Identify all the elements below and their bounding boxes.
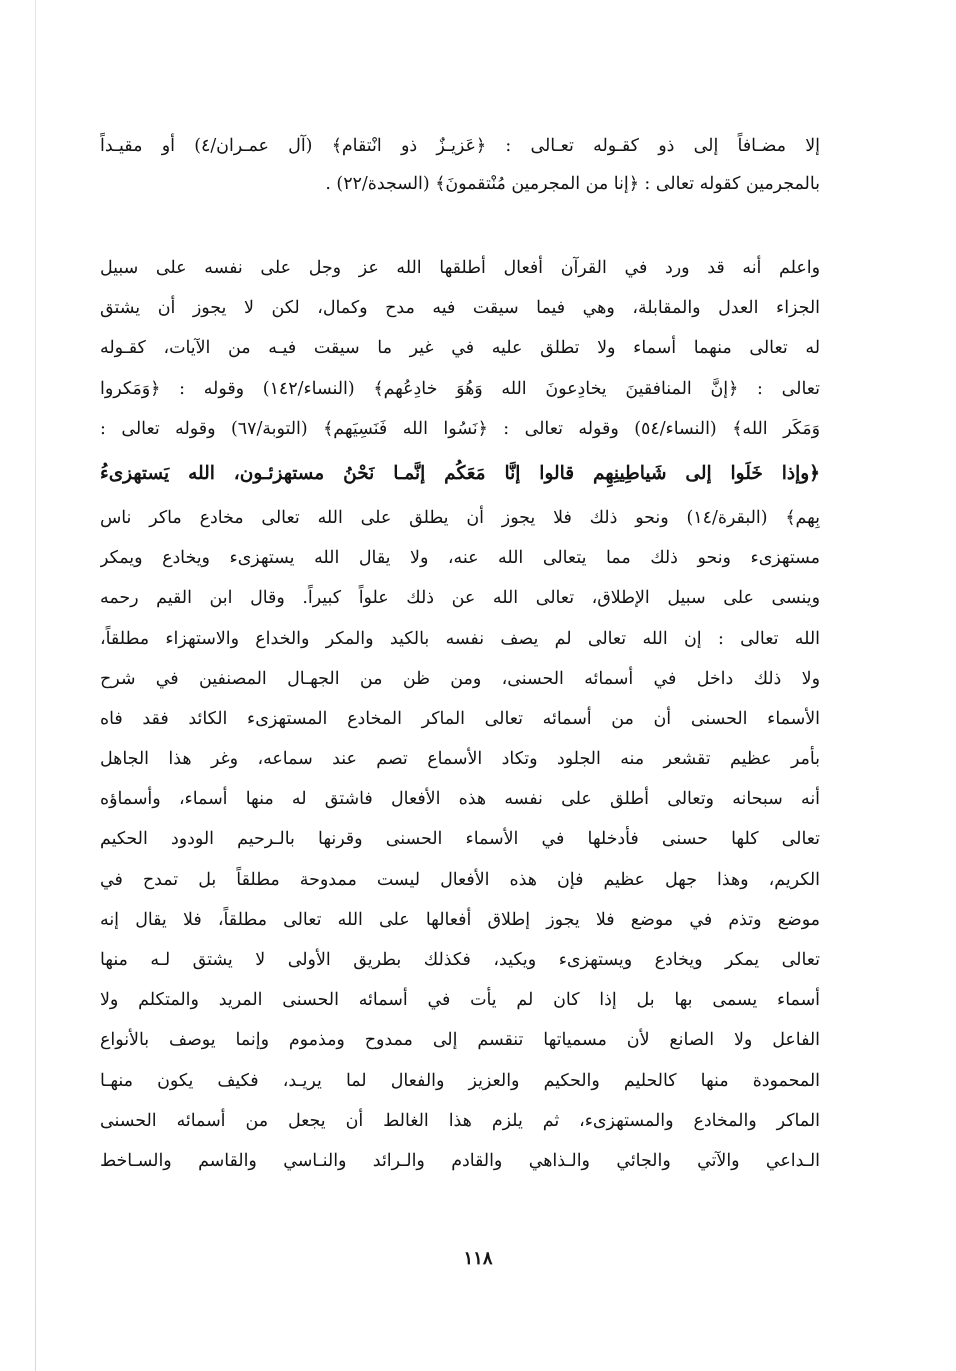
paragraph-2 (100, 248, 820, 1181)
text-line: إلا مضـافاً إلى ذو كقـوله تعـالى : ﴿عَزيـزٌ ذو انْتقام﴾ (آل عمـران/٤) أو مقيـداً (100, 136, 820, 156)
text-line: الماكر والمخادع والمستهزىء، ثم يلزم هذا الغالط أن يجعل من أسمائه الحسنى (100, 1110, 820, 1131)
page-number: ١١٨ (463, 1248, 493, 1269)
text-line: المحمودة منها كالحليم والحكيم والعزيز والفعال لما يريـد، فكيف يكون منهـا (100, 1070, 820, 1091)
text-line: بِهم﴾ (البقرة/١٤) ونحو ذلك فلا يجوز أن يطلق على الله تعالى مخادع ماكر ناس (100, 507, 820, 528)
text-line: مستهزىء ونحو ذلك مما يتعالى الله عنه، ولا يقال الله يستهزىء ويخادع ويمكر (100, 548, 820, 569)
text-line: ولا ذلك داخل في أسمائه الحسنى، ومن ظن من الجهـال المصنفين في شرح (100, 668, 820, 689)
text-line: واعلم أنه قد ورد في القرآن أفعال أطلقها الله عز وجل على نفسه على سبيل (100, 258, 820, 278)
text-line: أنه سبحانه وتعالى أطلق على نفسه هذه الأفعال فاشتق له منها أسماء، وأسماؤه (100, 789, 820, 810)
text-line: له تعالى منهما أسماء ولا تطلق عليه في غير ما سيقت فيـه من الآيات، كقـوله (100, 338, 820, 359)
text-line: الكريم، وهذا جهل عظيم فإن هذه الأفعال ليست ممدوحة مطلقاً بل تمدح في (100, 869, 820, 890)
text-line: الأسماء الحسنى أن من أسمائه تعالى الماكر المخادع المستهزىء الكائد فقد فاه (100, 708, 820, 729)
text-line: بالمجرمين كقوله تعالى : ﴿إنا من المجرمين مُنْتقمونَ﴾ (السجدة/٢٢) . (325, 174, 820, 194)
text-line: تعالى كلها حسنى فأدخلها في الأسماء الحسنى وقرنها بالـرحيم الودود الحكيم (100, 829, 820, 850)
text-line: الله تعالى : إن الله تعالى لم يصف نفسه بالكيد والمكر والخداع والاستهزاء مطلقاً، (100, 628, 820, 649)
scan-edge-line (35, 0, 36, 1371)
paragraph-1 (100, 127, 820, 203)
text-line: الجزاء العدل والمقابلة، وهي فيما سيقت فيه مدح وكمال، لكن لا يجوز أن يشتق (100, 298, 820, 319)
text-line: موضع وتذم في موضع فلا يجوز إطلاق أفعالها على الله تعالى مطلقاً، فلا يقال إنه (100, 909, 820, 930)
text-line: وَمَكَر الله﴾ (النساء/٥٤) وقوله تعالى : ﴿نَسُوا الله فَنَسِيَهم﴾ (التوبة/٦٧) وقوله تعالى : (100, 418, 820, 439)
text-line: وينسى على سبيل الإطلاق، تعالى الله عن ذلك علواً كبيراً. وقال ابن القيم رحمه (100, 588, 820, 609)
text-line: تعالى يمكر ويخادع ويستهزىء ويكيد، فكذلك بطريق الأولى لا يشتق لـه منها (100, 950, 820, 970)
text-line: تعالى : ﴿إنَّ المنافقينَ يخادِعونَ الله وَهُوَ خادِعُهم﴾ (النساء/١٤٢) وقوله : ﴿وَمَكروا (100, 378, 820, 399)
quran-verse-line: ﴿وإذا خَلَوا إلى شَياطِينِهِم قالوا إنَّا مَعَكُم إنَّمـا نَحْنُ مستهزئـون، الله يَستهزىءُ (100, 462, 820, 484)
text-line: بأمر عظيم تقشعر منه الجلود وتكاد الأسماع تصم عند سماعه، وغر هذا الجاهل (100, 749, 820, 770)
text-line: أسماء يسمى بها بل إذا كان لم يأت في أسمائه الحسنى المريد والمتكلم ولا (100, 990, 820, 1011)
text-line: الـداعي والآتي والجائي والـذاهي والقادم والـرائد والنـاسي والقاسم والسـاخط (100, 1150, 820, 1171)
text-line: الفاعل ولا الصانع لأن مسمياتها تنقسم إلى ممدوح ومذموم وإنما يوصف بالأنواع (100, 1030, 820, 1051)
